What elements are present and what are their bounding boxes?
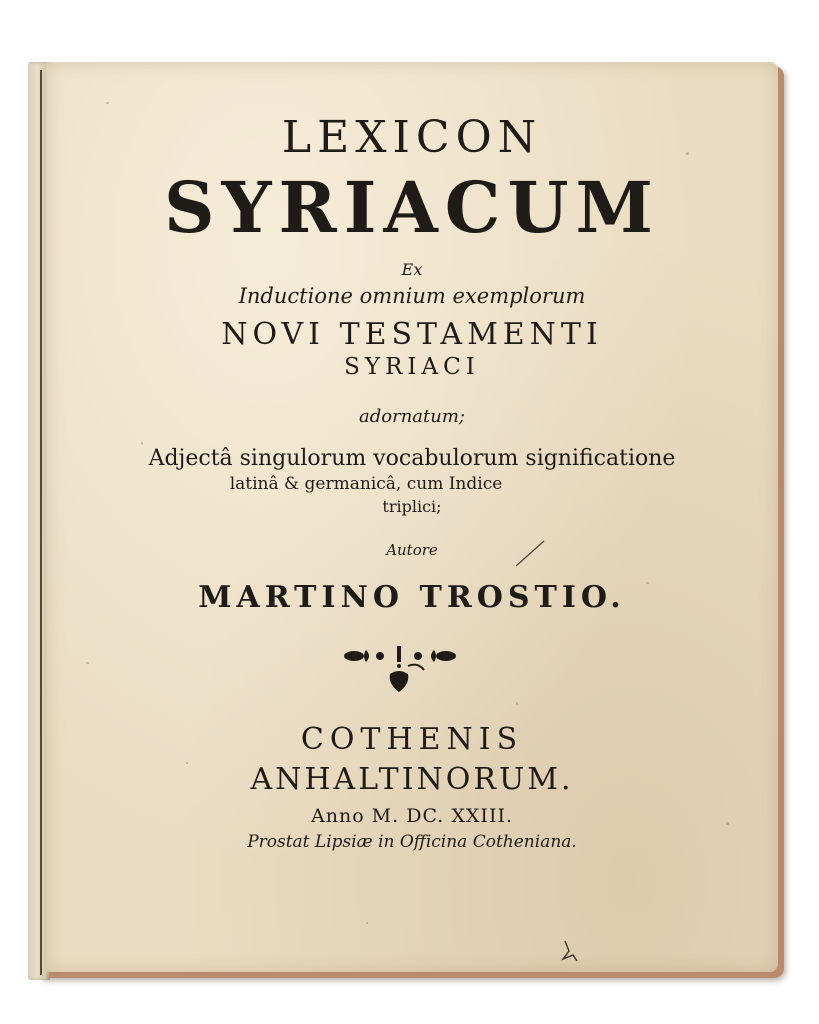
paper-fleck [106, 102, 109, 104]
paper-fleck [86, 662, 89, 664]
imprint-region: ANHALTINORUM. [250, 762, 574, 797]
description-adjecta: Adjectâ singulorum vocabulorum significatione [148, 446, 676, 471]
imprint-publisher: Prostat Lipsiæ in Officina Cotheniana. [247, 832, 577, 852]
pen-stroke-mark [512, 538, 548, 568]
paper-fleck [141, 442, 143, 445]
imprint-year: Anno M. DC. XXIII. [311, 805, 513, 827]
spine-crease [40, 70, 42, 975]
subtitle-ex: Ex [401, 260, 423, 279]
author-name: MARTINO TROSTIO. [198, 580, 626, 615]
title-syriacum: SYRIACUM [164, 166, 660, 249]
ink-blot-mark [555, 935, 585, 965]
imprint-place: COTHENIS [300, 722, 524, 757]
paper-fleck [366, 922, 368, 924]
title-lexicon: LEXICON [281, 112, 543, 163]
description-triplici: triplici; [382, 497, 442, 516]
paper-fleck [516, 702, 518, 705]
description-latina: latinâ & germanicâ, cum Indice [229, 474, 503, 494]
subtitle-adornatum: adornatum; [359, 406, 465, 427]
subtitle-inductione: Inductione omnium exemplorum [238, 284, 586, 308]
printers-fleuron-icon [340, 640, 460, 700]
subtitle-novi-testamenti: NOVI TESTAMENTI [221, 317, 603, 352]
author-label: Autore [386, 541, 438, 559]
subtitle-syriaci: SYRIACI [344, 354, 480, 380]
